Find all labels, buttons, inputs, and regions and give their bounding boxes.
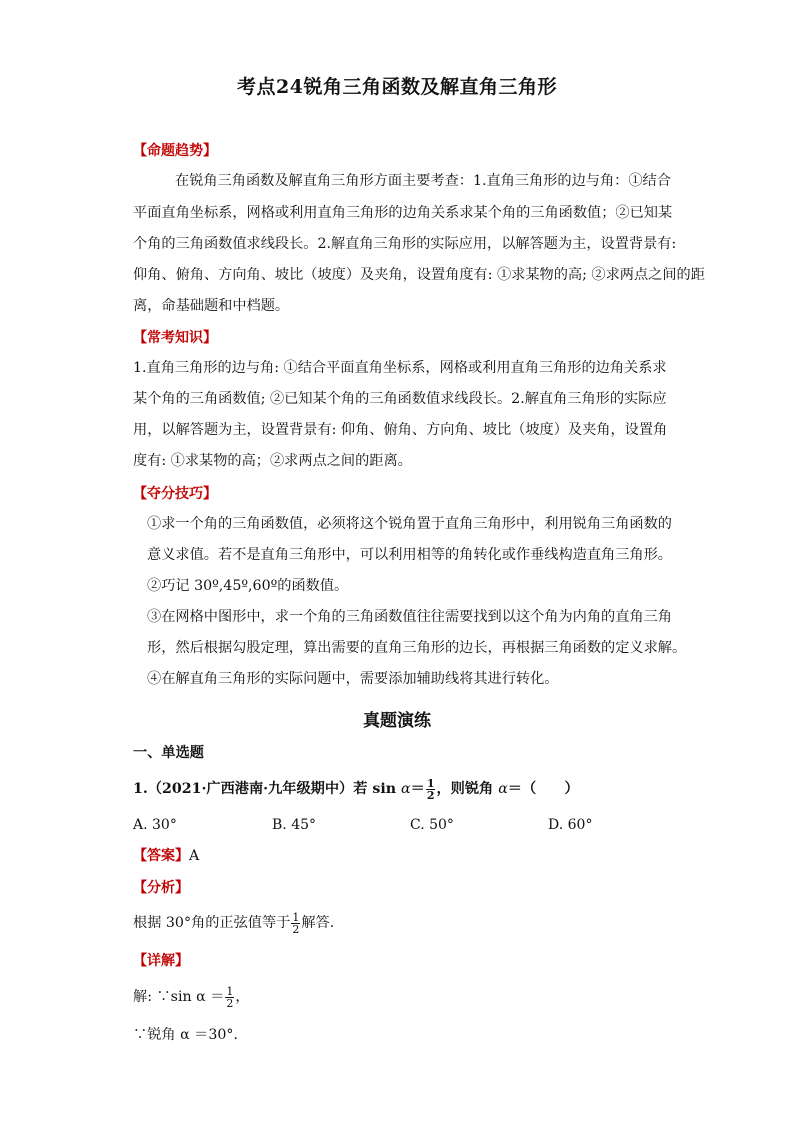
detail-line-2: ∵锐角 α ＝30°. (133, 1027, 239, 1043)
knowledge-line-4: 度有: ①求某物的高；②求两点之间的距离。 (133, 453, 412, 469)
section-label-knowledge: 【常考知识】 (133, 330, 217, 346)
section-single-choice: 一、单选题 (133, 745, 204, 761)
answer-value: A (189, 848, 200, 864)
question-suffix: ，则锐角 (436, 781, 494, 797)
analysis-text (133, 911, 334, 935)
answer-row (133, 846, 199, 866)
trend-line-3: 个角的三角函数值求线段长。2.解直角三角形的实际应用，以解答题为主，设置背景有: (133, 236, 677, 252)
fraction-one-half: $\frac{1}{2}$ (426, 776, 435, 802)
knowledge-line-2: 某个角的三角函数值; ②已知某个角的三角函数值求线段长。2.解直角三角形的实际应 (133, 391, 667, 407)
trend-line-5: 离，命基础题和中档题。 (133, 298, 290, 314)
question-1 (133, 777, 579, 801)
analysis-text-before: 根据 30°角的正弦值等于 (133, 915, 291, 931)
tips-line-2: 意义求值。若不是直角三角形中，可以利用相等的角转化或作垂线构造直角三角形。 (147, 547, 672, 563)
analysis-text-after: 解答. (301, 915, 335, 931)
question-prefix: 1.（2021·广西港南·九年级期中）若 sin (133, 781, 397, 797)
tips-line-1: ①求一个角的三角函数值，必须将这个锐角置于直角三角形中，利用锐角三角函数的 (147, 516, 672, 532)
detail-line1-before: 解: ∵sin α ＝ (133, 989, 225, 1005)
question-suffix-2: ＝（ ） (507, 781, 579, 797)
tips-line-4: ③在网格中图形中，求一个角的三角函数值往往需要找到以这个角为内角的直角三角 (147, 609, 672, 625)
detail-label: 【详解】 (133, 953, 189, 969)
answer-label: 【答案】 (133, 848, 189, 864)
practice-heading: 真题演练 (363, 711, 431, 731)
trend-line-2: 平面直角坐标系，网格或利用直角三角形的边角关系求某个角的三角函数值；②已知某 (133, 205, 673, 221)
page-title: 考点24锐角三角函数及解直角三角形 (237, 76, 557, 98)
option-b: B. 45° (272, 817, 317, 833)
alpha-symbol-2: α (498, 781, 508, 797)
knowledge-line-1: 1.直角三角形的边与角: ①结合平面直角坐标系，网格或利用直角三角形的边角关系求 (133, 360, 667, 376)
analysis-fraction: $\frac{1}{2}$ (292, 910, 300, 936)
knowledge-line-3: 用，以解答题为主，设置背景有: 仰角、俯角、方向角、坡比（坡度）及夹角，设置角 (133, 422, 668, 438)
option-d: D. 60° (548, 817, 593, 833)
trend-line-1: 在锐角三角函数及解直角三角形方面主要考查：1.直角三角形的边与角：①结合 (175, 173, 671, 189)
tips-line-3: ②巧记 30º,45º,60º的函数值。 (147, 578, 349, 594)
analysis-label: 【分析】 (133, 880, 189, 896)
option-c: C. 50° (410, 817, 454, 833)
detail-line1-after: ， (235, 989, 250, 1005)
detail-line-1 (133, 985, 250, 1009)
tips-line-5: 形，然后根据勾股定理，算出需要的直角三角形的边长，再根据三角函数的定义求解。 (147, 640, 687, 656)
equals-sign: ＝ (410, 781, 425, 797)
tips-line-6: ④在解直角三角形的实际问题中，需要添加辅助线将其进行转化。 (147, 671, 559, 687)
option-a: A. 30° (133, 817, 177, 833)
detail-fraction: $\frac{1}{2}$ (226, 984, 234, 1010)
section-label-tips: 【夺分技巧】 (133, 486, 217, 502)
section-label-trend: 【命题趋势】 (133, 143, 217, 159)
trend-line-4: 仰角、俯角、方向角、坡比（坡度）及夹角，设置角度有: ①求某物的高; ②求两点之间的距 (133, 267, 705, 283)
alpha-symbol: α (401, 781, 411, 797)
